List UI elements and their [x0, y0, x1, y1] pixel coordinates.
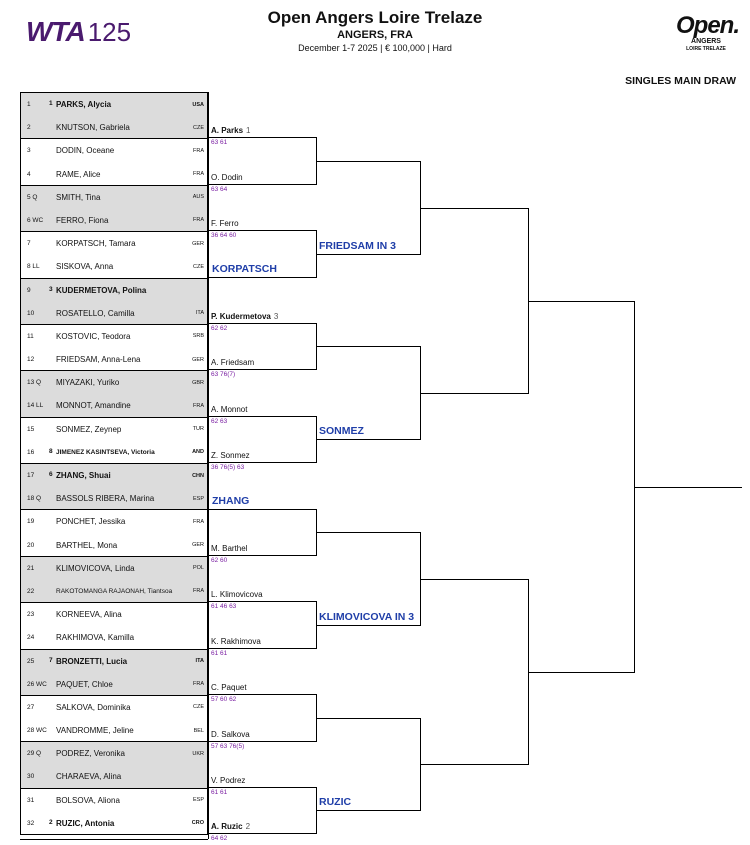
final-line	[634, 487, 742, 488]
round2-seed: 2	[245, 822, 251, 831]
tournament-title: Open Angers Loire Trelaze	[267, 8, 483, 27]
player-name: ROSATELLO, Camilla	[56, 308, 135, 318]
round2-score: 61 61	[211, 650, 228, 657]
semifinal-line	[528, 672, 634, 673]
round3-line	[316, 625, 420, 626]
player-name: VANDROMME, Jeline	[56, 726, 134, 736]
round2-player: A. Parks 1	[211, 126, 251, 135]
draw-number: 31	[27, 796, 35, 804]
wta-logo-number: 125	[87, 17, 132, 47]
round2-player: L. Klimovicova	[211, 590, 263, 599]
nationality: GBR	[192, 379, 204, 386]
player-name: KLIMOVICOVA, Linda	[56, 563, 135, 573]
draw-number: 30	[27, 773, 35, 781]
round4-line	[420, 208, 528, 209]
round3-player: KLIMOVICOVA IN 3	[319, 611, 415, 623]
nationality: AUS	[192, 194, 204, 201]
round2-player: D. Salkova	[211, 730, 250, 739]
round2-player: KORPATSCH	[212, 263, 277, 275]
player-name: KORPATSCH, Tamara	[56, 239, 136, 249]
round2-line	[208, 323, 316, 324]
player-name: JIMENEZ KASINTSEVA, Victoria	[56, 448, 155, 456]
nationality: CZE	[193, 704, 204, 711]
seed-number: 6	[49, 471, 53, 478]
round2-player: C. Paquet	[211, 683, 247, 692]
round2-line	[208, 741, 316, 742]
draw-number: 22	[27, 587, 35, 595]
round3-line	[316, 718, 420, 719]
player-name: RUZIC, Antonia	[56, 818, 115, 828]
round4-line	[420, 764, 528, 765]
nationality: ITA	[195, 310, 204, 317]
round2-line	[208, 555, 316, 556]
nationality: BEL	[193, 727, 204, 734]
seed-number: 7	[49, 656, 53, 664]
round2-score: 61 61	[211, 789, 228, 796]
round2-player: Z. Sonmez	[211, 451, 250, 460]
draw-number: 12	[27, 356, 35, 364]
nationality: FRA	[193, 402, 204, 409]
nationality: FRA	[193, 588, 204, 595]
open-logo-sub: ANGERS	[691, 38, 721, 45]
round2-score: 57 60 62	[211, 696, 237, 703]
player-name: CHARAEVA, Alina	[56, 772, 122, 782]
wta-logo-text: WTA	[26, 16, 85, 47]
draw-number: 5 Q	[27, 193, 38, 201]
first-round-right-border	[208, 92, 209, 839]
player-name: KNUTSON, Gabriela	[56, 123, 130, 133]
player-name: BARTHEL, Mona	[56, 540, 118, 550]
round3-player: SONMEZ	[319, 425, 364, 437]
player-name: KOSTOVIC, Teodora	[56, 331, 131, 341]
round2-player: P. Kudermetova 3	[211, 312, 279, 321]
round2-line	[208, 648, 316, 649]
round2-line	[208, 833, 316, 834]
draw-number: 18 Q	[27, 495, 42, 503]
nationality: CHN	[192, 472, 204, 479]
draw-number: 11	[27, 332, 34, 340]
player-name: PODREZ, Veronika	[56, 749, 125, 759]
draw-number: 1	[27, 101, 31, 108]
round2-score: 63 61	[211, 139, 228, 146]
draw-number: 24	[27, 634, 35, 642]
draw-number: 15	[27, 425, 35, 433]
round2-line	[208, 277, 316, 278]
nationality: FRA	[193, 147, 204, 154]
player-name: RAKOTOMANGA RAJAONAH, Tiantsoa	[56, 587, 173, 595]
draw-title: SINGLES MAIN DRAW	[625, 75, 736, 87]
player-name: SMITH, Tina	[56, 192, 101, 202]
round2-score: 63 64	[211, 186, 228, 193]
round3-line	[316, 254, 420, 255]
draw-number: 21	[27, 564, 35, 572]
nationality: FRA	[193, 171, 204, 178]
round2-score: 61 46 63	[211, 603, 237, 610]
draw-number: 27	[27, 703, 35, 711]
draw-number: 29 Q	[27, 750, 42, 758]
round2-player: A. Ruzic 2	[211, 822, 251, 831]
round2-player: A. Friedsam	[211, 358, 255, 367]
nationality: USA	[192, 101, 204, 108]
nationality: SRB	[192, 333, 204, 340]
nationality: FRA	[193, 217, 204, 224]
round2-player: K. Rakhimova	[211, 637, 261, 646]
player-name: MIYAZAKI, Yuriko	[56, 378, 120, 388]
round2-player: V. Podrez	[211, 776, 246, 785]
draw-number: 3	[27, 147, 31, 155]
draw-number: 28 WC	[27, 727, 47, 735]
nationality: FRA	[193, 681, 204, 688]
round2-player: A. Monnot	[211, 405, 248, 414]
round3-player: FRIEDSAM IN 3	[319, 240, 397, 252]
round2-line	[208, 137, 316, 138]
nationality: CZE	[193, 124, 204, 131]
round2-score: 62 62	[211, 325, 228, 332]
player-name: SALKOVA, Dominika	[56, 702, 131, 712]
player-name: BRONZETTI, Lucia	[56, 656, 128, 666]
draw-number: 2	[27, 124, 31, 132]
player-name: FRIEDSAM, Anna-Lena	[56, 355, 141, 365]
round2-line	[208, 694, 316, 695]
round4-line	[420, 393, 528, 394]
round2-player: O. Dodin	[211, 173, 243, 182]
tournament-details: December 1-7 2025 | € 100,000 | Hard	[298, 43, 452, 53]
round2-line	[208, 416, 316, 417]
nationality: CRO	[191, 820, 204, 827]
player-name: PONCHET, Jessika	[56, 517, 126, 527]
nationality: ITA	[195, 658, 204, 664]
draw-number: 8 LL	[27, 263, 40, 271]
seed-number: 8	[49, 447, 53, 455]
nationality: GER	[192, 356, 204, 363]
round3-line	[316, 439, 420, 440]
round2-line	[208, 230, 316, 231]
player-name: RAKHIMOVA, Kamilla	[56, 633, 135, 643]
round2-score: 57 63 76(5)	[211, 743, 245, 750]
player-name: FERRO, Fiona	[56, 215, 109, 225]
nationality: ESP	[192, 495, 204, 502]
nationality: TUR	[192, 426, 204, 433]
round3-line	[316, 810, 420, 811]
draw-number: 4	[27, 170, 31, 178]
round2-score: 36 76(5) 63	[211, 464, 245, 471]
player-name: PAQUET, Chloe	[56, 679, 113, 689]
player-name: SONMEZ, Zeynep	[56, 424, 122, 434]
round3-player: RUZIC	[319, 796, 352, 808]
draw-number: 17	[27, 472, 35, 479]
round2-player: ZHANG	[212, 495, 250, 507]
round4-line	[420, 579, 528, 580]
nationality: GER	[192, 240, 204, 247]
semifinal-line	[528, 301, 634, 302]
round2-line	[208, 787, 316, 788]
draw-number: 20	[27, 541, 35, 549]
player-name: BASSOLS RIBERA, Marina	[56, 494, 155, 504]
round2-seed: 1	[246, 126, 251, 135]
player-name: BOLSOVA, Aliona	[56, 795, 120, 805]
draw-number: 19	[27, 518, 35, 526]
draw-number: 9	[27, 286, 31, 294]
round2-line	[208, 509, 316, 510]
player-name: DODIN, Oceane	[56, 146, 115, 156]
nationality: ESP	[192, 797, 204, 804]
draw-number: 26 WC	[27, 680, 47, 688]
player-name: KUDERMETOVA, Polina	[56, 285, 147, 295]
player-name: RAME, Alice	[56, 169, 101, 179]
round2-line	[208, 369, 316, 370]
round2-score: 64 62	[211, 835, 228, 842]
seed-number: 1	[49, 100, 53, 107]
player-name: SISKOVA, Anna	[56, 262, 114, 272]
seed-number: 3	[49, 285, 53, 293]
player-name: MONNOT, Amandine	[56, 401, 131, 411]
draw-number: 32	[27, 819, 35, 827]
round3-line	[316, 532, 420, 533]
nationality: GER	[192, 542, 204, 549]
round2-score: 62 60	[211, 557, 228, 564]
nationality: UKR	[192, 750, 204, 757]
player-name: ZHANG, Shuai	[56, 471, 111, 480]
draw-number: 10	[27, 309, 35, 317]
player-name: PARKS, Alycia	[56, 100, 112, 109]
draw-number: 25	[27, 657, 35, 665]
open-logo-text: Open.	[676, 12, 740, 39]
round2-score: 63 76(7)	[211, 371, 236, 378]
round2-line	[208, 462, 316, 463]
round2-player: M. Barthel	[211, 544, 248, 553]
round2-line	[208, 184, 316, 185]
seed-number: 2	[49, 818, 53, 826]
player-name: KORNEEVA, Alina	[56, 610, 122, 620]
draw-number: 23	[27, 611, 35, 619]
round3-line	[316, 161, 420, 162]
round2-player: F. Ferro	[211, 219, 239, 228]
round2-score: 62 63	[211, 418, 228, 425]
draw-number: 14 LL	[27, 402, 44, 410]
nationality: POL	[192, 565, 204, 572]
draw-number: 16	[27, 448, 35, 456]
nationality: FRA	[193, 518, 204, 525]
draw-number: 6 WC	[27, 216, 44, 224]
nationality: CZE	[193, 263, 204, 270]
draw-number: 13 Q	[27, 379, 42, 387]
open-logo-sub2: LOIRE TRELAZE	[686, 46, 726, 52]
round2-score: 36 64 60	[211, 232, 237, 239]
round2-line	[208, 601, 316, 602]
tournament-location: ANGERS, FRA	[337, 29, 413, 41]
round2-seed: 3	[273, 312, 279, 321]
nationality: AND	[192, 449, 204, 456]
round3-line	[316, 346, 420, 347]
draw-number: 7	[27, 240, 31, 248]
